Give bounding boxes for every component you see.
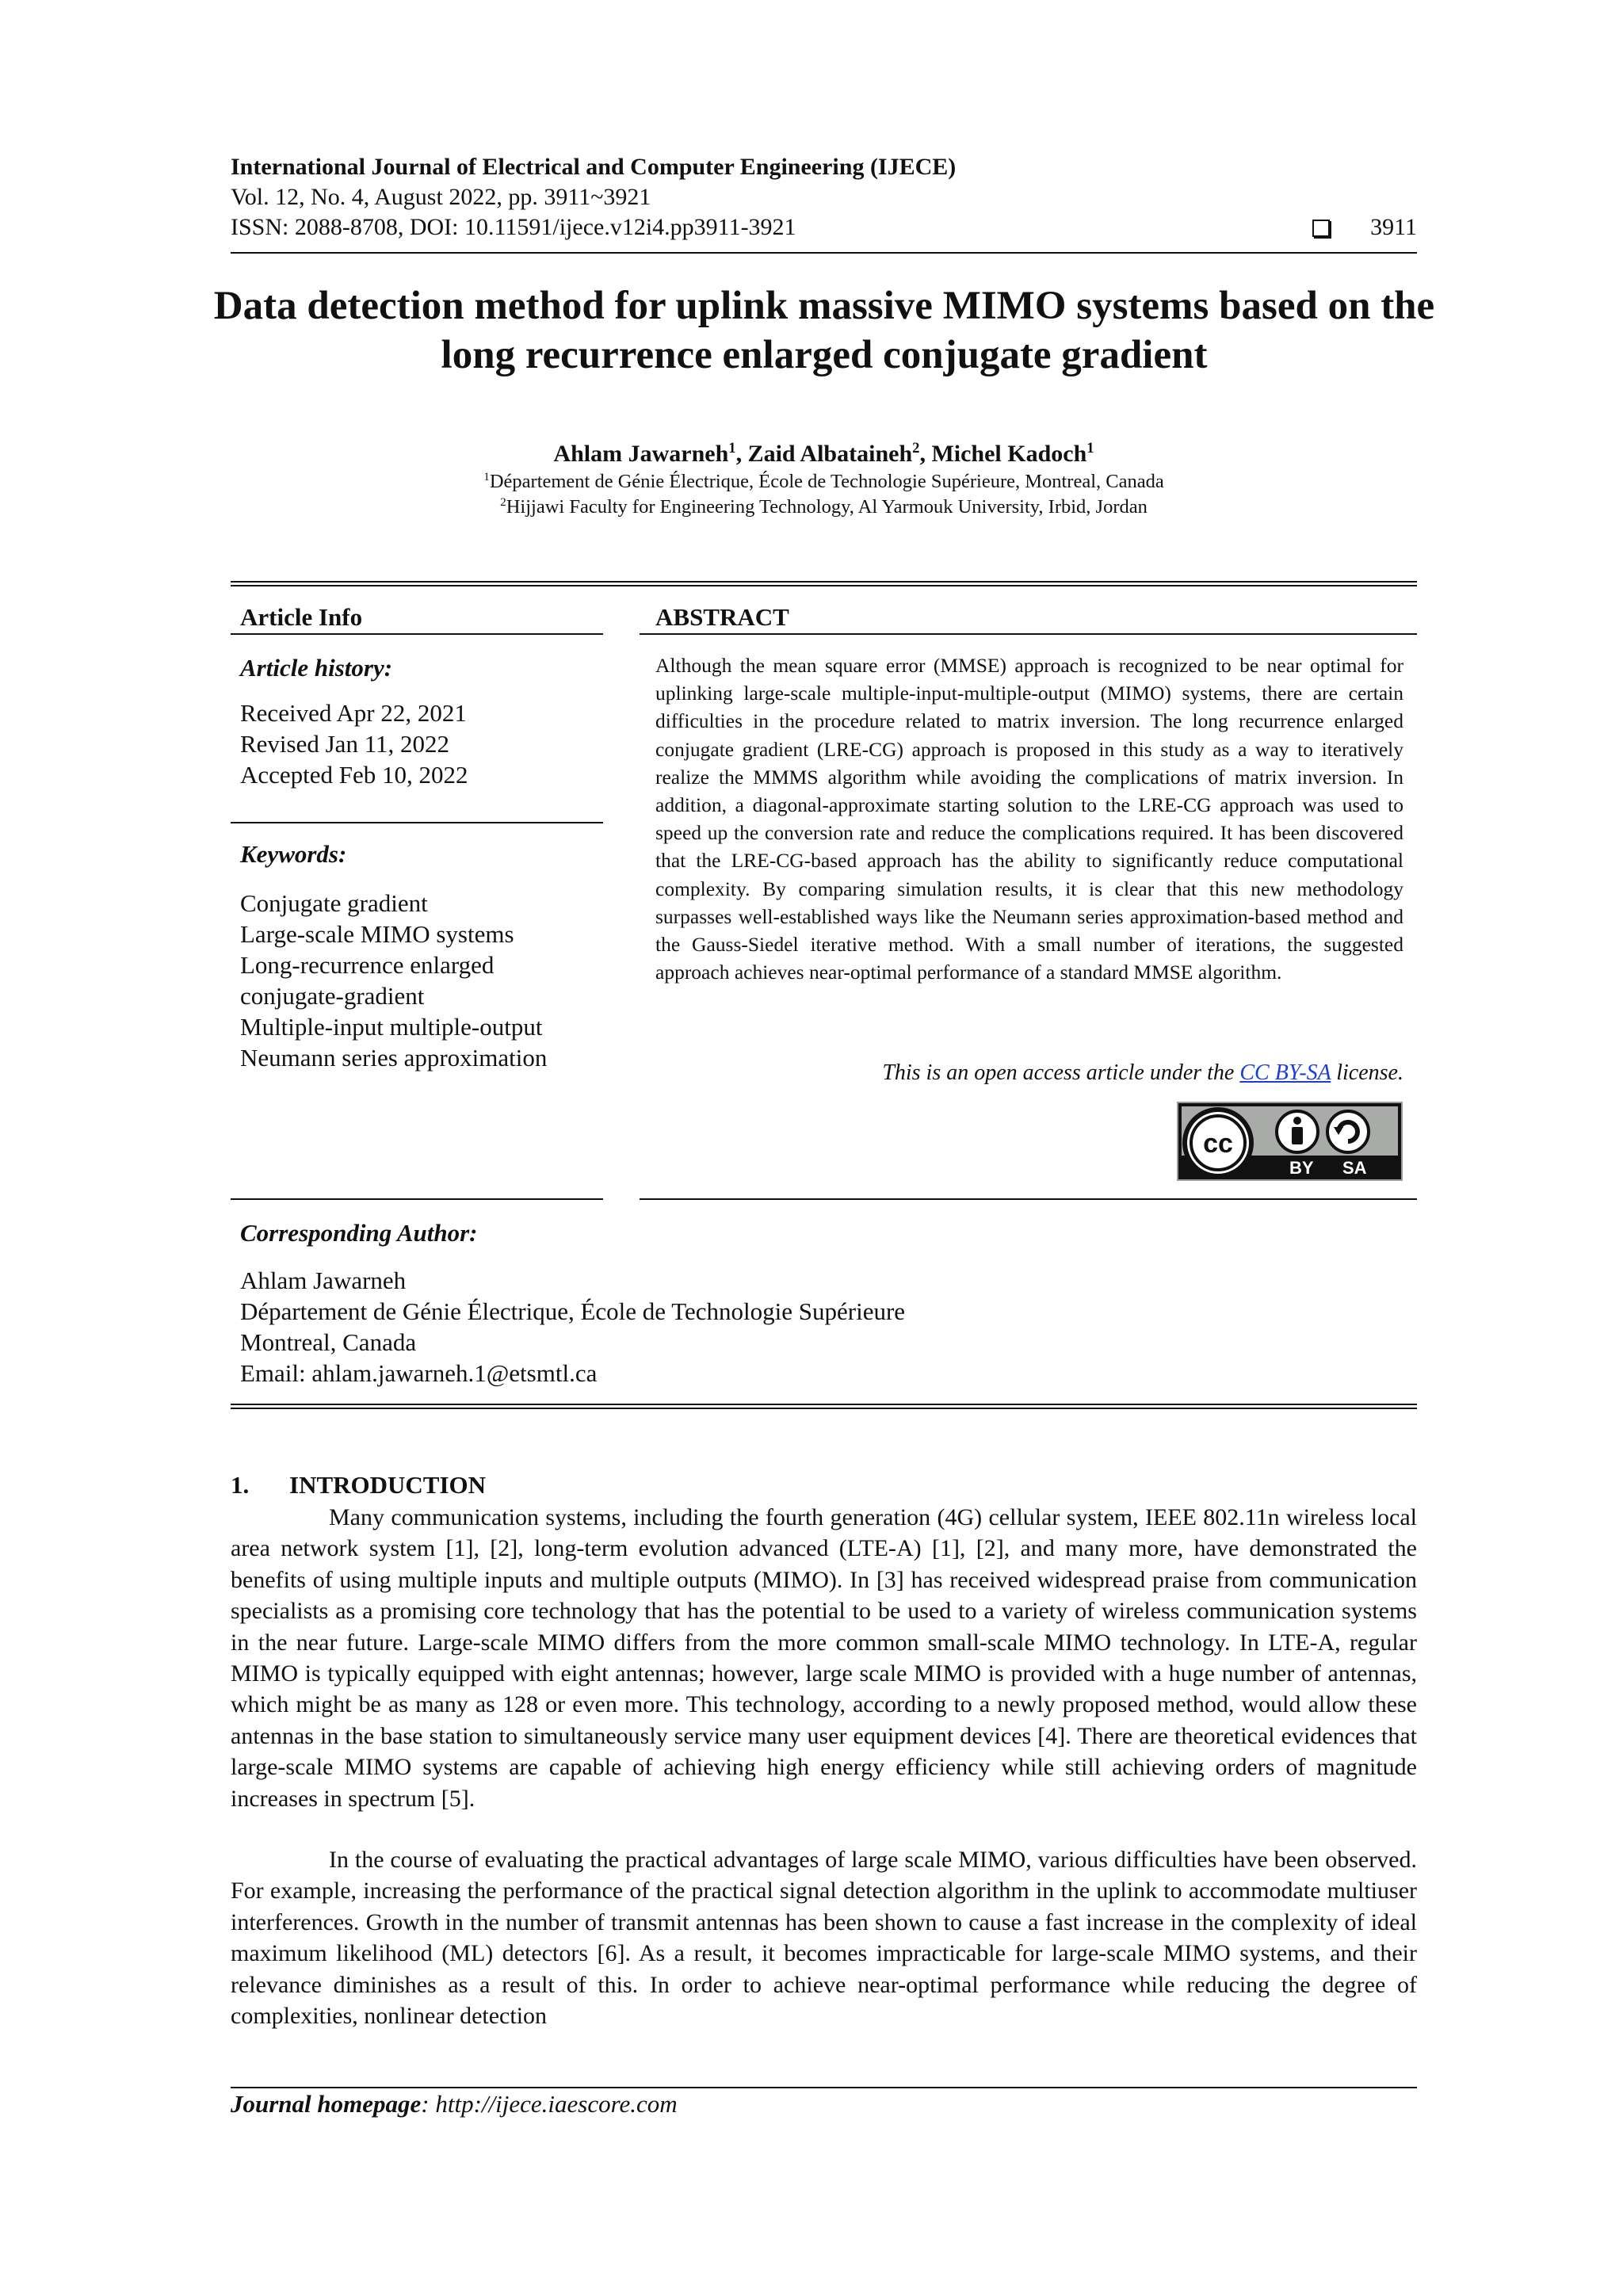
history-item: Revised Jan 11, 2022: [240, 730, 450, 758]
badge-sa-label: SA: [1342, 1158, 1367, 1178]
keywords-heading: Keywords:: [240, 840, 347, 868]
paragraph-text: In the course of evaluating the practical advantages of large scale MIMO, various difficulties have been observed. For example, increasing the performance of the practical signal detection algorithm in the uplink to accommodate multiuser interferences. Growth in the number of transmit antennas has been shown to cause a fast increase in the complexity of ideal maximum likelihood (ML) detectors [6]. As a result, it becomes impracticable for large-scale MIMO systems, and their relevance diminishes as a result of this. In order to achieve near-optimal performance while reducing the degree of complexities, nonlinear detection: [231, 1847, 1417, 2030]
keyword-item: Conjugate gradient: [240, 889, 428, 917]
footer-label: Journal homepage: [231, 2090, 422, 2118]
corresponding-line: Département de Génie Électrique, École de Technologie Supérieure: [240, 1297, 906, 1325]
intro-paragraph: [231, 1502, 1417, 1814]
affiliation-1: [231, 469, 1417, 495]
footer-url[interactable]: : http://ijece.iaescore.com: [421, 2090, 678, 2118]
article-info-rule: [231, 633, 603, 635]
issn-line: ISSN: 2088-8708, DOI: 10.11591/ijece.v12i4.pp3911-3921: [231, 214, 796, 240]
share-alike-icon: [1327, 1111, 1369, 1152]
badge-by-label: BY: [1289, 1158, 1314, 1178]
keyword-item: conjugate-gradient: [240, 982, 425, 1010]
author-affil-mark: 2: [912, 440, 920, 457]
author-name: Michel Kadoch: [931, 441, 1087, 467]
section-title: INTRODUCTION: [289, 1471, 487, 1499]
author-affil-mark: 1: [1086, 440, 1094, 457]
corresponding-email[interactable]: Email: ahlam.jawarneh.1@etsmtl.ca: [240, 1359, 598, 1387]
paragraph-text: Many communication systems, including the fourth generation (4G) cellular system, IEEE 802.11n wireless local area network system [1], [2], long-term evolution advanced (LTE-A) [1], [2], and many more, have demonstrated the benefits of using multiple inputs and multiple outputs (MIMO). In [3] has received widespread praise from communication specialists as a promising core technology that has the potential to be used to a variety of wireless communication systems in the near future. Large-scale MIMO differs from the more common small-scale MIMO technology. In LTE-A, regular MIMO is typically equipped with eight antennas; however, large scale MIMO is provided with a huge number of antennas, which might be as many as 128 or even more. This technology, according to a newly proposed method, would allow these antennas in the base station to simultaneously service many user equipment devices [4]. There are theoretical evidences that large-scale MIMO systems are capable of achieving high energy efficiency while still achieving orders of magnitude increases in spectrum [5].: [231, 1504, 1417, 1812]
intro-paragraph: [231, 1844, 1417, 2031]
page-footer: [231, 2090, 678, 2118]
journal-title: International Journal of Electrical and Computer Engineering (IJECE): [231, 154, 957, 180]
author-affil-mark: 1: [728, 440, 736, 457]
abstract-text: Although the mean square error (MMSE) approach is recognized to be near optimal for uplinking large-scale multiple-input-multiple-output (MIMO) systems, there are certain difficulties in the procedure related to matrix inversion. The long recurrence enlarged conjugate gradient (LRE-CG) approach is proposed in this study as a way to iteratively realize the MMMS algorithm while avoiding the complications of matrix inversion. In addition, a diagonal-approximate starting solution to the LRE-CG approach was used to speed up the conversion rate and reduce the complications required. It has been discovered that the LRE-CG-based approach has the ability to significantly reduce computational complexity. By comparing simulation results, it is clear that this new methodology surpasses well-established ways like the Neumann series approximation-based method and the Gauss-Siedel iterative method. With a small number of iterations, the suggested approach achieves near-optimal performance of a standard MMSE algorithm.: [655, 654, 1403, 984]
cc-by-sa-badge[interactable]: [1177, 1102, 1403, 1181]
affil-text: Hijjawi Faculty for Engineering Technology, Al Yarmouk University, Irbid, Jordan: [506, 496, 1148, 518]
issn-row: [231, 212, 1417, 243]
attribution-icon: [1277, 1111, 1318, 1152]
affil-mark: 1: [483, 469, 490, 483]
corresponding-author-heading: Corresponding Author:: [240, 1219, 478, 1247]
license-prefix: This is an open access article under the: [882, 1060, 1240, 1085]
keywords-list: [240, 888, 605, 1073]
history-rule: [231, 822, 603, 823]
author-name: Zaid Albataineh: [747, 441, 913, 467]
article-info-heading: Article Info: [240, 603, 363, 631]
keyword-item: Large-scale MIMO systems: [240, 920, 514, 948]
cc-icon: [1185, 1110, 1251, 1176]
info-top-double-rule: [231, 581, 1417, 583]
header-rule: [231, 252, 1417, 254]
section-number: 1.: [231, 1471, 250, 1499]
abstract-bottom-rule: [640, 1198, 1417, 1200]
corresponding-author-details: [240, 1265, 905, 1389]
footer-rule: [231, 2087, 1417, 2088]
section-heading: [231, 1471, 486, 1499]
author-list: Ahlam Jawarneh$^1$, Zaid Albataineh$^2$, Michel Kadoch$^1$: [553, 440, 1094, 467]
page-number: 3911: [1370, 214, 1417, 240]
info-bottom-double-rule: [231, 1404, 1417, 1405]
license-suffix: license.: [1331, 1060, 1403, 1085]
license-link[interactable]: CC BY-SA: [1239, 1060, 1331, 1085]
abstract-heading: ABSTRACT: [655, 603, 789, 631]
history-item: Received Apr 22, 2021: [240, 699, 467, 727]
keyword-item: Multiple-input multiple-output: [240, 1013, 543, 1041]
affil-mark: 2: [500, 495, 506, 509]
paper-title: Data detection method for uplink massive MIMO systems based on the long recurrence enlarged conjugate gradient: [213, 284, 1435, 377]
volume-line: Vol. 12, No. 4, August 2022, pp. 3911~3921: [231, 184, 651, 210]
article-history-list: [240, 697, 468, 790]
affiliation-2: [231, 495, 1417, 520]
author-name: Ahlam Jawarneh: [553, 441, 729, 467]
svg-text:cc: cc: [1203, 1129, 1233, 1159]
running-header: [231, 152, 1417, 243]
checkbox-square-icon: [1312, 220, 1330, 237]
corresponding-line: Ahlam Jawarneh: [240, 1266, 407, 1294]
keyword-item: Long-recurrence enlarged: [240, 951, 495, 979]
license-statement: [655, 1059, 1403, 1087]
corresponding-line: Montreal, Canada: [240, 1328, 417, 1356]
affil-text: Département de Génie Électrique, École de Technologie Supérieure, Montreal, Canada: [489, 471, 1164, 492]
keyword-item: Neumann series approximation: [240, 1044, 548, 1072]
article-history-heading: Article history:: [240, 654, 393, 682]
abstract-rule: [640, 633, 1417, 635]
keywords-bottom-rule: [231, 1198, 603, 1200]
history-item: Accepted Feb 10, 2022: [240, 761, 468, 789]
